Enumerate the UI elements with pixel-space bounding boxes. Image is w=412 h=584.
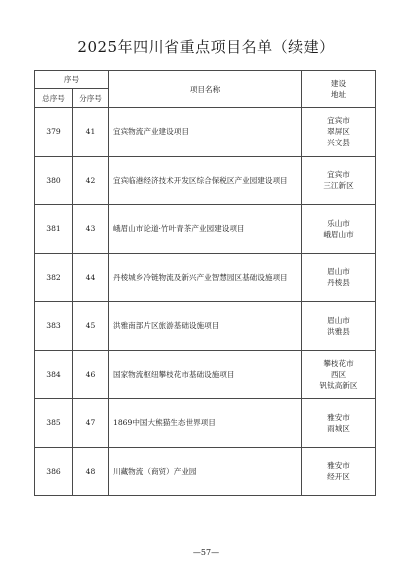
location-line: 眉山市: [327, 267, 350, 277]
location-line: 经开区: [327, 472, 350, 482]
project-name-cell: 宜宾临港经济技术开发区综合保税区产业园建设项目: [109, 156, 302, 205]
project-table: [34, 70, 376, 496]
location-line: 雨城区: [327, 423, 350, 433]
location-line: 丹棱县: [327, 278, 350, 288]
location-cell: [302, 350, 376, 399]
location-cell: [302, 447, 376, 496]
location-cell: [302, 156, 376, 205]
table-header-row: [35, 71, 376, 89]
table-row: [35, 302, 376, 351]
seq-header: 序号: [35, 71, 109, 89]
project-name-cell: 洪雅南部片区旅游基础设施项目: [109, 302, 302, 351]
location-line: 宜宾市: [327, 116, 350, 126]
location-header-label: 建设地址: [330, 79, 347, 99]
location-cell: [302, 399, 376, 448]
table-row: [35, 399, 376, 448]
location-line: 眉山市: [327, 315, 350, 325]
location-line: 峨眉山市: [323, 229, 354, 239]
project-name-cell: 丹棱城乡冷链物流及新兴产业智慧园区基础设施项目: [109, 253, 302, 302]
total-no-cell: 386: [35, 447, 73, 496]
total-no-cell: 385: [35, 399, 73, 448]
total-no-cell: 380: [35, 156, 73, 205]
sub-no-cell: 47: [73, 399, 109, 448]
total-no-header: 总序号: [35, 89, 73, 108]
project-name-cell: 峨眉山市论道·竹叶青茶产业园建设项目: [109, 205, 302, 254]
location-line: 西区: [330, 369, 347, 379]
sub-no-cell: 43: [73, 205, 109, 254]
total-no-cell: 384: [35, 350, 73, 399]
table-row: [35, 447, 376, 496]
location-line: 雅安市: [327, 412, 350, 422]
table-row: [35, 205, 376, 254]
total-no-cell: 382: [35, 253, 73, 302]
sub-no-cell: 46: [73, 350, 109, 399]
sub-no-cell: 45: [73, 302, 109, 351]
location-cell: [302, 205, 376, 254]
location-line: 三江新区: [323, 181, 354, 191]
project-name-cell: 宜宾物流产业建设项目: [109, 108, 302, 157]
location-line: 乐山市: [327, 218, 350, 228]
page-number: —57—: [192, 548, 220, 557]
table-row: [35, 108, 376, 157]
location-line: 雅安市: [327, 461, 350, 471]
sub-no-cell: 48: [73, 447, 109, 496]
page-title: 2025年四川省重点项目名单（续建）: [77, 38, 335, 56]
total-no-cell: 379: [35, 108, 73, 157]
location-cell: [302, 108, 376, 157]
location-line: 钒钛高新区: [319, 380, 358, 390]
total-no-cell: 381: [35, 205, 73, 254]
sub-no-cell: 44: [73, 253, 109, 302]
location-cell: [302, 253, 376, 302]
project-name-cell: 1869中国大熊猫生态世界项目: [109, 399, 302, 448]
sub-no-cell: 42: [73, 156, 109, 205]
location-line: 洪雅县: [327, 326, 350, 336]
table-row: [35, 253, 376, 302]
location-header: [302, 71, 376, 108]
project-name-cell: 国家物流枢纽攀枝花市基础设施项目: [109, 350, 302, 399]
table-row: [35, 350, 376, 399]
location-line: 攀枝花市: [323, 358, 354, 368]
location-line: 宜宾市: [327, 170, 350, 180]
project-name-cell: 川藏物流（商贸）产业园: [109, 447, 302, 496]
location-line: 兴文县: [327, 138, 350, 148]
table-row: [35, 156, 376, 205]
project-name-header: 项目名称: [109, 71, 302, 108]
sub-no-cell: 41: [73, 108, 109, 157]
location-line: 翠屏区: [327, 127, 350, 137]
location-cell: [302, 302, 376, 351]
total-no-cell: 383: [35, 302, 73, 351]
sub-no-header: 分序号: [73, 89, 109, 108]
table-body: [35, 108, 376, 496]
